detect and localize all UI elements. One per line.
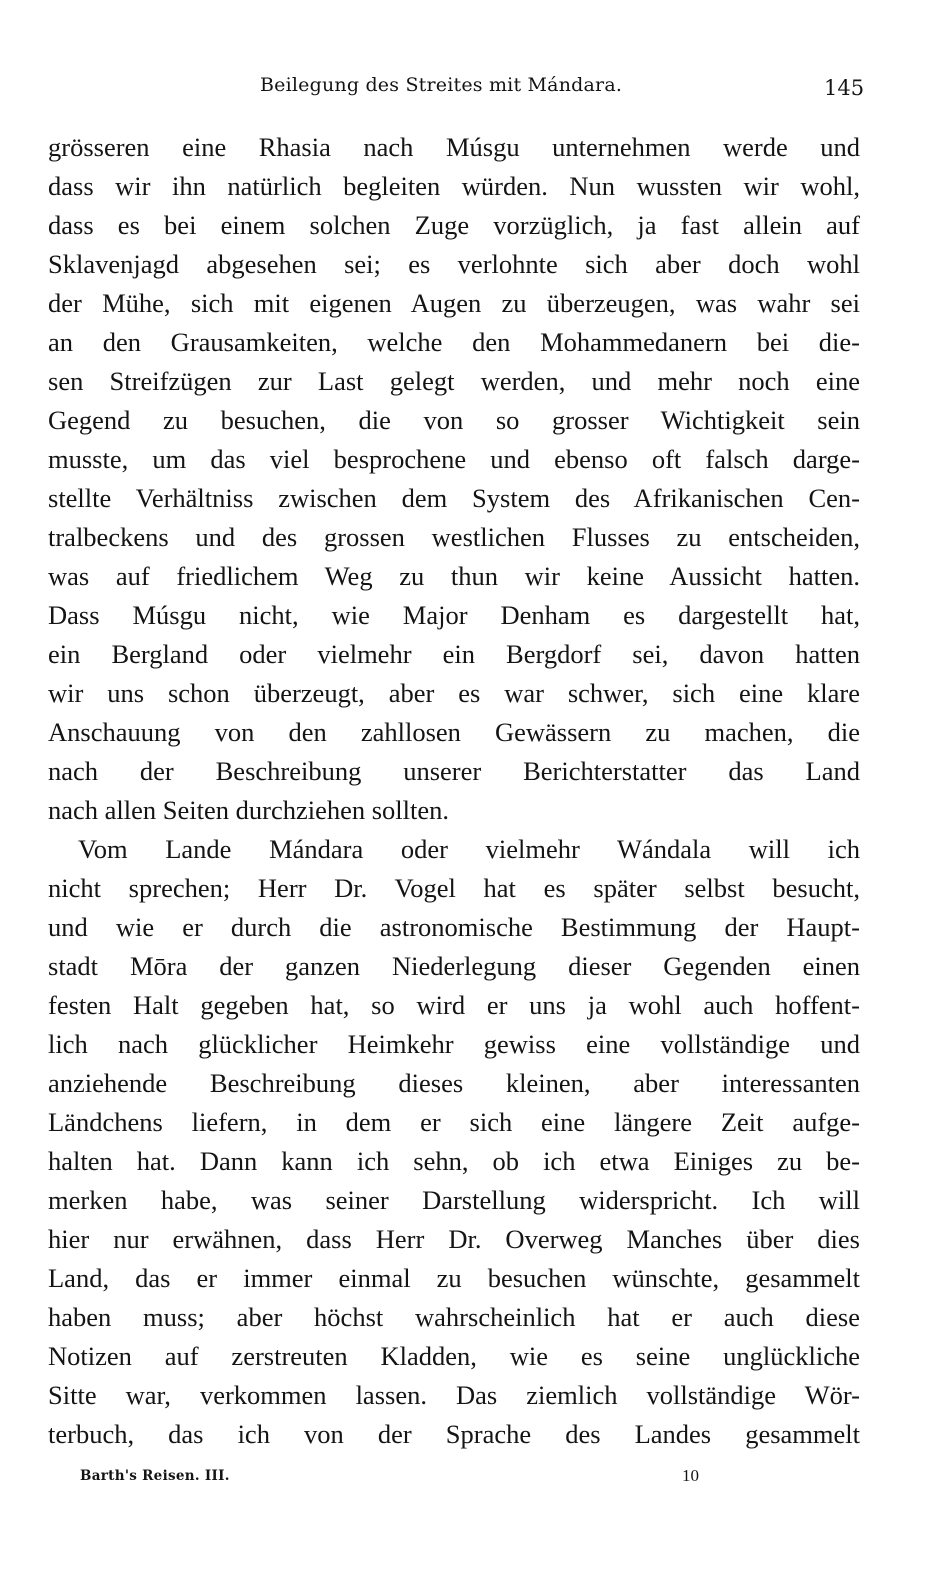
text-line: terbuch, das ich von der Sprache des Landes gesammelt (48, 1419, 860, 1449)
paragraph-start-line: Vom Lande Mándara oder vielmehr Wándala will ich (78, 834, 860, 864)
text-line: musste, um das viel besprochene und ebenso oft falsch darge- (48, 444, 860, 474)
text-line: Anschauung von den zahllosen Gewässern zu machen, die (48, 717, 860, 747)
text-line: nicht sprechen; Herr Dr. Vogel hat es später selbst besucht, (48, 873, 860, 903)
text-line: nach der Beschreibung unserer Berichterstatter das Land (48, 756, 860, 786)
paragraph-end-line: nach allen Seiten durchziehen sollten. (48, 795, 450, 825)
text-line: tralbeckens und des grossen westlichen Flusses zu entscheiden, (48, 522, 860, 552)
text-line: dass es bei einem solchen Zuge vorzüglich, ja fast allein auf (48, 210, 860, 240)
text-line: was auf friedlichem Weg zu thun wir keine Aussicht hatten. (48, 561, 860, 591)
text-line: Ländchens liefern, in dem er sich eine längere Zeit aufge- (48, 1107, 860, 1137)
text-line: festen Halt gegeben hat, so wird er uns ja wohl auch hoffent- (48, 990, 860, 1020)
text-line: haben muss; aber höchst wahrscheinlich hat er auch diese (48, 1302, 860, 1332)
text-line: ein Bergland oder vielmehr ein Bergdorf sei, davon hatten (48, 639, 860, 669)
running-head: Beilegung des Streites mit Mándara. (260, 74, 623, 96)
text-line: stadt Mōra der ganzen Niederlegung dieser Gegenden einen (48, 951, 860, 981)
text-line: und wie er durch die astronomische Bestimmung der Haupt- (48, 912, 860, 942)
text-line: dass wir ihn natürlich begleiten würden. Nun wussten wir wohl, (48, 171, 860, 201)
page-number: 145 (824, 76, 865, 100)
text-line: hier nur erwähnen, dass Herr Dr. Overweg Manches über dies (48, 1224, 860, 1254)
text-line: der Mühe, sich mit eigenen Augen zu überzeugen, was wahr sei (48, 288, 860, 318)
text-line: Dass Músgu nicht, wie Major Denham es dargestellt hat, (48, 600, 860, 630)
text-line: Sitte war, verkommen lassen. Das ziemlich vollständige Wör- (48, 1380, 860, 1410)
text-line: Gegend zu besuchen, die von so grosser Wichtigkeit sein (48, 405, 860, 435)
body-text (48, 128, 860, 1454)
text-line: grösseren eine Rhasia nach Músgu unternehmen werde und (48, 132, 860, 162)
text-line: wir uns schon überzeugt, aber es war schwer, sich eine klare (48, 678, 860, 708)
text-line: Sklavenjagd abgesehen sei; es verlohnte sich aber doch wohl (48, 249, 860, 279)
sheet-number: 10 (682, 1466, 699, 1485)
text-line: merken habe, was seiner Darstellung widerspricht. Ich will (48, 1185, 860, 1215)
text-line: an den Grausamkeiten, welche den Mohammedanern bei die- (48, 327, 860, 357)
sheet-signature: Barth's Reisen. III. (80, 1468, 230, 1484)
text-line: halten hat. Dann kann ich sehn, ob ich etwa Einiges zu be- (48, 1146, 860, 1176)
text-line: sen Streifzügen zur Last gelegt werden, und mehr noch eine (48, 366, 860, 396)
text-line: Land, das er immer einmal zu besuchen wünschte, gesammelt (48, 1263, 860, 1293)
text-line: Notizen auf zerstreuten Kladden, wie es seine unglückliche (48, 1341, 860, 1371)
text-line: lich nach glücklicher Heimkehr gewiss eine vollständige und (48, 1029, 860, 1059)
text-line: stellte Verhältniss zwischen dem System des Afrikanischen Cen- (48, 483, 860, 513)
text-line: anziehende Beschreibung dieses kleinen, aber interessanten (48, 1068, 860, 1098)
